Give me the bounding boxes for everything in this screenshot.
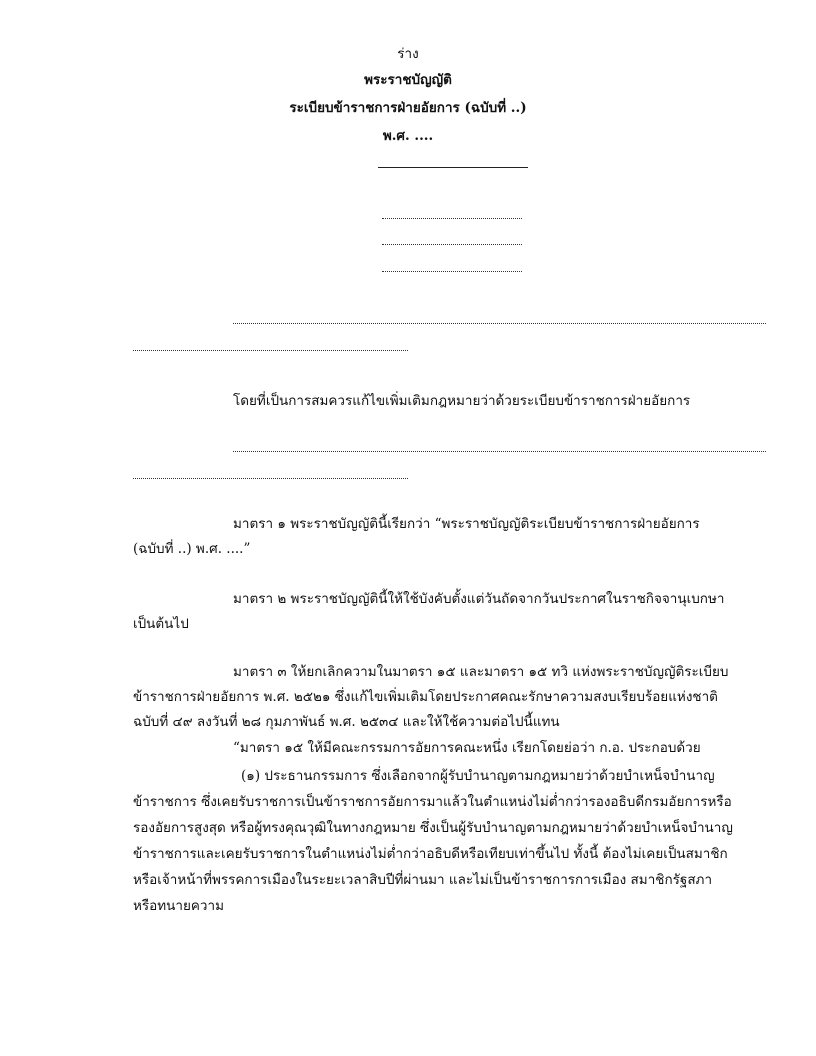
blank-paragraph-line-1 [233,323,766,324]
section-2-line-1: มาตรา ๒ พระราชบัญญัตินี้ให้ใช้บังคับตั้งแต่วันถัดจากวันประกาศในราชกิจจานุเบกษา [233,591,725,607]
act-title: ระเบียบข้าราชการฝ่ายอัยการ (ฉบับที่ ..) [289,100,527,116]
draft-label: ร่าง [397,46,419,62]
blank-paragraph-line-2 [133,350,408,351]
blank-paragraph-line-3 [233,451,766,452]
section-3-line-3: ฉบับที่ ๔๙ ลงวันที่ ๒๘ กุมภาพันธ์ พ.ศ. ๒๕๓๔ และให้ใช้ความต่อไปนี้แทน [133,714,560,730]
section-1-line-1: มาตรา ๑ พระราชบัญญัตินี้เรียกว่า “พระราชบัญญัติระเบียบข้าราชการฝ่ายอัยการ [233,516,700,532]
blank-line-1 [382,218,522,219]
section-15-item-1-line-3: รองอัยการสูงสุด หรือผู้ทรงคุณวุฒิในทางกฎหมาย ซึ่งเป็นผู้รับบำนาญตามกฎหมายว่าด้วยบำเหน็จบำนาญ [133,820,733,836]
act-year: พ.ศ. .... [382,128,434,144]
section-15-item-1-line-5: หรือเจ้าหน้าที่พรรคการเมืองในระยะเวลาสิบปีที่ผ่านมา และไม่เป็นข้าราชการการเมือง สมาชิกรัฐสภา [133,872,713,888]
section-2-line-2: เป็นต้นไป [133,616,189,632]
section-15-item-1-line-1: (๑) ประธานกรรมการ ซึ่งเลือกจากผู้รับบำนาญตามกฎหมายว่าด้วยบำเหน็จบำนาญ [241,768,715,784]
blank-paragraph-line-4 [133,478,408,479]
preamble-whereas: โดยที่เป็นการสมควรแก้ไขเพิ่มเติมกฎหมายว่าด้วยระเบียบข้าราชการฝ่ายอัยการ [233,393,691,409]
section-15-item-1-line-6: หรือทนายความ [133,898,224,914]
section-3-line-1: มาตรา ๓ ให้ยกเลิกความในมาตรา ๑๕ และมาตรา ๑๕ ทวิ แห่งพระราชบัญญัติระเบียบ [233,664,729,680]
act-type-heading: พระราชบัญญัติ [364,72,452,88]
section-15-item-1-line-2: ข้าราชการ ซึ่งเคยรับราชการเป็นข้าราชการอัยการมาแล้วในตำแหน่งไม่ต่ำกว่ารองอธิบดีกรมอัยการหรือ [133,794,732,810]
section-15-item-1-line-4: ข้าราชการและเคยรับราชการในตำแหน่งไม่ต่ำกว่าอธิบดีหรือเทียบเท่าขึ้นไป ทั้งนี้ ต้องไม่เคยเป็นสมาชิก [133,846,728,862]
section-15-line-1: “มาตรา ๑๕ ให้มีคณะกรรมการอัยการคณะหนึ่ง เรียกโดยย่อว่า ก.อ. ประกอบด้วย [233,740,701,756]
section-3-line-2: ข้าราชการฝ่ายอัยการ พ.ศ. ๒๕๒๑ ซึ่งแก้ไขเพิ่มเติมโดยประกาศคณะรักษาความสงบเรียบร้อยแห่งชาติ [133,689,718,705]
header-divider [378,167,528,168]
blank-line-3 [382,271,522,272]
section-1-line-2: (ฉบับที่ ..) พ.ศ. ....” [133,541,251,557]
blank-line-2 [382,244,522,245]
